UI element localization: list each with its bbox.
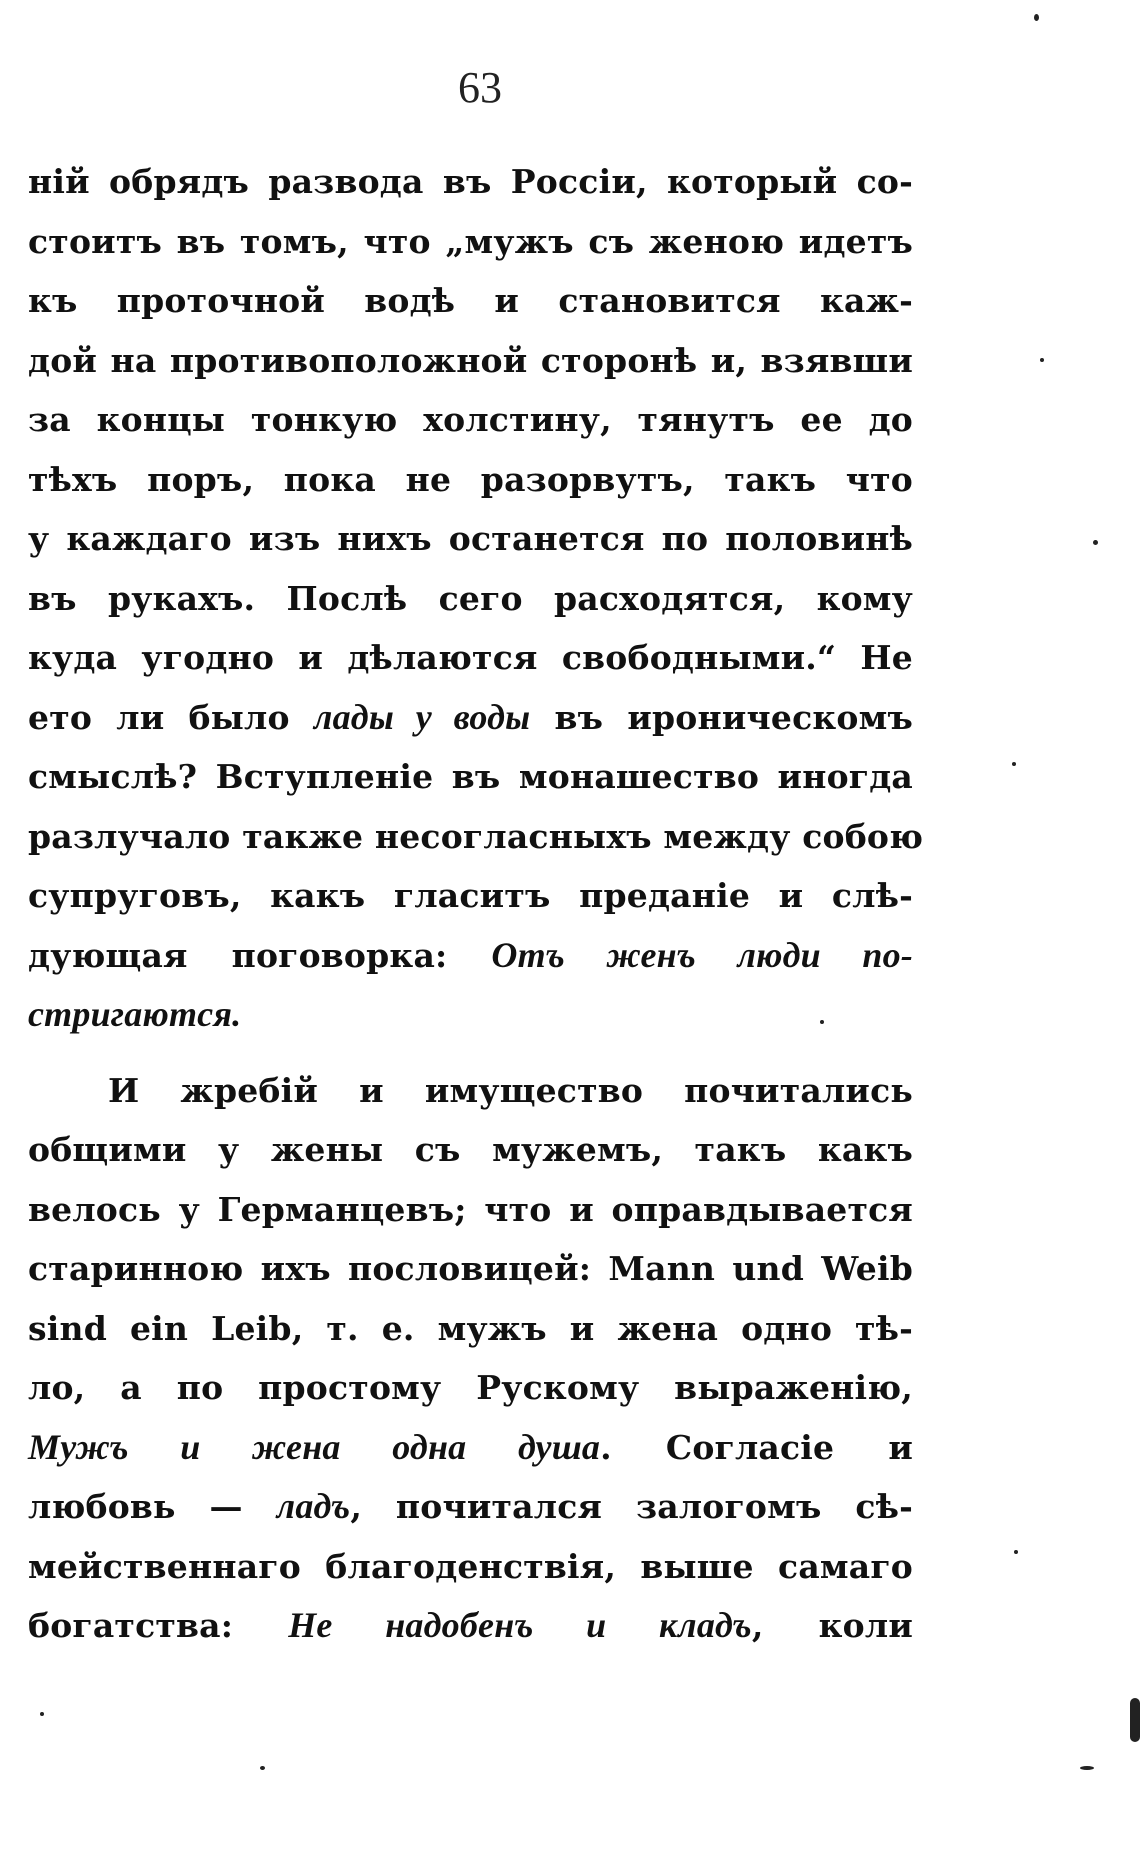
text-line: велось у Германцевъ; что и оправдывается xyxy=(28,1189,913,1229)
scan-speck xyxy=(1080,1766,1094,1770)
scan-speck xyxy=(1014,1550,1018,1554)
text-line: мейственнаго благоденствія, выше самаго xyxy=(28,1546,913,1586)
page-number: 63 xyxy=(458,63,502,112)
text-line xyxy=(28,985,913,1045)
italic-proverb: стригаются. xyxy=(28,994,242,1034)
text-line: разлучало также несогласныхъ между собою xyxy=(28,816,924,856)
scan-speck xyxy=(40,1712,44,1716)
german-proverb: Mann und Weib xyxy=(608,1249,913,1288)
italic-proverb: Мужъ и жена одна душа xyxy=(28,1426,601,1467)
body-text xyxy=(28,152,924,1656)
text-line: ло, а по простому Рускому выраженію, xyxy=(28,1368,913,1407)
text-line: любовь — ладъ, почитался залогомъ сѣ- xyxy=(28,1486,914,1526)
text-line: къ проточной водѣ и становится каж- xyxy=(28,281,913,320)
text-line: ній обрядъ развода въ Россіи, который со- xyxy=(28,162,913,201)
scan-speck xyxy=(1093,540,1098,545)
text-line: дой на противоположной сторонѣ и, взявши xyxy=(28,340,913,380)
text-line: общими у жены съ мужемъ, такъ какъ xyxy=(28,1130,913,1169)
italic-proverb: Отъ женъ люди по- xyxy=(491,934,913,975)
text-line: смыслѣ? Вступленіе въ монашество иногда xyxy=(28,757,913,796)
text-line: стоитъ въ томъ, что „мужъ съ женою идетъ xyxy=(28,221,913,261)
text-line: у каждаго изъ нихъ останется по половинѣ xyxy=(28,519,913,558)
scan-speck xyxy=(1040,358,1044,362)
text-line: за концы тонкую холстину, тянутъ ее до xyxy=(28,400,913,439)
text-line: супруговъ, какъ гласитъ преданіе и слѣ- xyxy=(28,876,913,915)
scan-speck xyxy=(1034,14,1039,21)
italic-proverb: Не надобенъ и кладъ xyxy=(288,1605,752,1645)
paragraph-start-line: И жребій и имущество почитались xyxy=(108,1070,913,1110)
text-line: ето ли было лады у воды въ ироническомъ xyxy=(28,696,913,737)
italic-phrase: лады у воды xyxy=(313,696,531,737)
text-line: куда угодно и дѣлаются свободными.“ Не xyxy=(28,638,913,677)
scan-speck xyxy=(820,1020,824,1024)
scan-speck xyxy=(1012,762,1016,766)
italic-word: ладъ xyxy=(276,1486,351,1526)
scan-speck xyxy=(260,1766,265,1770)
text-line: тѣхъ поръ, пока не разорвутъ, такъ что xyxy=(28,459,913,499)
text-line: старинною ихъ пословицей: Mann und Weib xyxy=(28,1249,913,1288)
text-line: богатства: Не надобенъ и кладъ, коли xyxy=(28,1605,913,1645)
text-line: въ рукахъ. Послѣ сего расходятся, кому xyxy=(28,578,913,618)
text-line: sind ein Leib, т. е. мужъ и жена одно тѣ- xyxy=(28,1308,913,1348)
scan-speck xyxy=(1130,1698,1140,1742)
german-proverb: sind ein Leib xyxy=(28,1308,292,1348)
text-line: дующая поговорка: Отъ женъ люди по- xyxy=(28,934,913,975)
text-line: Мужъ и жена одна душа. Согласіе и xyxy=(28,1426,913,1467)
